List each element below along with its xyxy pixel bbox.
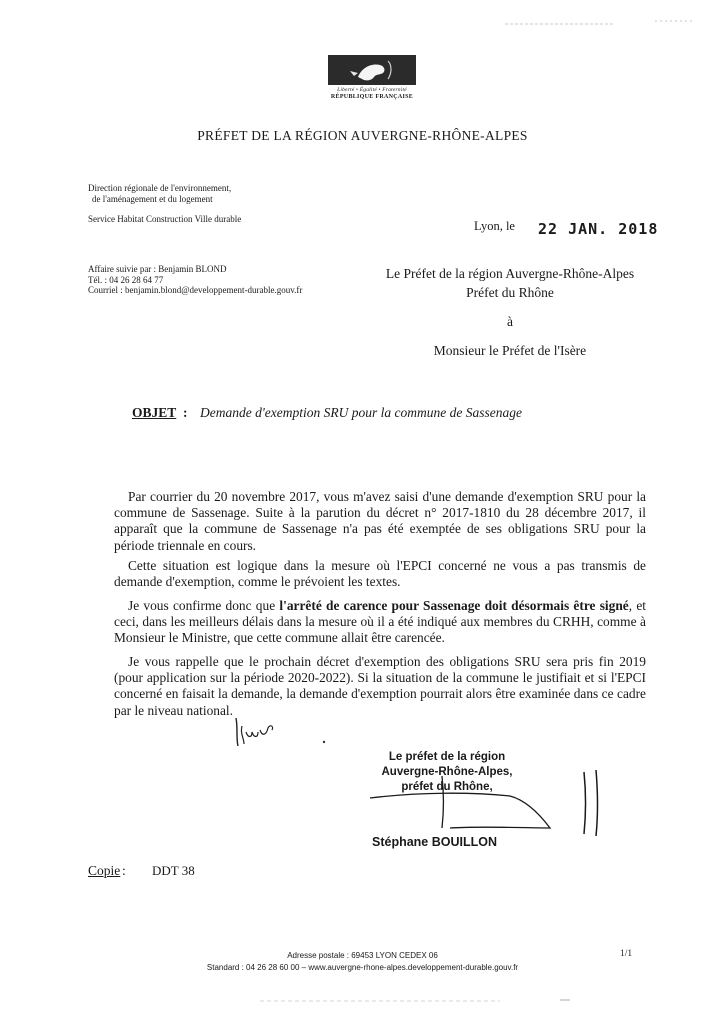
scan-artifact (505, 18, 705, 28)
footer-address: Adresse postale : 69453 LYON CEDEX 06 (287, 951, 438, 960)
paragraph-1: Par courrier du 20 novembre 2017, vous m'avez saisi d'une demande d'exemption SRU pour la commune de Sassenage. Suite à la parution du décret n° 2017-1810 du 28 décembre 2017, il apparaît que la commune de Sassenage n'a pas été exemptée de ses obligations SRU pour la période triennale en cours. (114, 489, 646, 553)
direction-line: Direction régionale de l'environnement, (88, 183, 232, 193)
contact-email: Courriel : benjamin.blond@developpement-durable.gouv.fr (88, 285, 303, 295)
sender-direction (88, 183, 231, 205)
date-place: Lyon, le (474, 219, 515, 233)
logo-republic: RÉPUBLIQUE FRANÇAISE (330, 94, 414, 100)
sender-service: Service Habitat Construction Ville durable (88, 214, 242, 224)
body-paragraph (114, 489, 646, 554)
handwritten-initials (232, 714, 332, 754)
signature-title: Le préfet de la région (388, 751, 506, 763)
paragraph-3-bold: l'arrêté de carence pour Sassenage doit désormais être signé (279, 598, 629, 613)
body-paragraph (114, 654, 646, 719)
marianne-logo (328, 55, 416, 107)
paragraph-3-start: Je vous confirme donc que (128, 598, 280, 613)
direction-line: de l'aménagement et du logement (92, 194, 213, 204)
paragraph-2: Cette situation est logique dans la mesure où l'EPCI concerné ne vous a pas transmis de demande d'exemption, comme le prévoient les textes. (114, 558, 646, 590)
a-word: à (507, 314, 513, 329)
copie-label: Copie (88, 863, 121, 878)
objet-text: Demande d'exemption SRU pour la commune de Sassenage (200, 405, 522, 420)
footer-standard: Standard : 04 26 28 60 00 – www.auvergne-rhone-alpes.developpement-durable.gouv.fr (206, 963, 519, 972)
contact-tel: Tél. : 04 26 28 64 77 (88, 274, 164, 285)
signature-title: préfet du Rhône, (401, 781, 493, 793)
handwritten-signature (360, 770, 620, 845)
page-number: 1/1 (620, 949, 633, 959)
from-line: Le Préfet de la région Auvergne-Rhône-Alpes (385, 266, 635, 281)
paragraph-4: Je vous rappelle que le prochain décret d'exemption des obligations SRU sera pris fin 2019 (pour application sur la période 2020-2022). Si la situation de la commune le justifiait et si l'EPCI concerné en faisait la demande, la demande d'exemption pourrait alors être examinée dans ce cadre par le niveau national. (114, 654, 646, 718)
body-paragraph (114, 598, 646, 647)
paragraph-3-end: , et ceci, dans les meilleurs délais dans la mesure où il a été indiqué aux membres du CRHH, comme à Monsieur le Ministre, que cette commune allait être carencée. (114, 598, 646, 646)
objet-label: OBJET (132, 405, 177, 420)
objet-colon: : (183, 405, 188, 420)
body-paragraph (114, 558, 646, 590)
date-stamp: 22 JAN. 2018 (538, 220, 659, 238)
signature-title: Auvergne-Rhône-Alpes, (381, 766, 513, 778)
copie-value: DDT 38 (152, 863, 195, 878)
contact-affaire: Affaire suivie par : Benjamin BLOND (88, 264, 227, 274)
logo-motto: Liberté • Égalité • Fraternité (337, 87, 407, 93)
marianne-emblem-icon (328, 55, 416, 85)
to-line: Monsieur le Préfet de l'Isère (433, 343, 587, 358)
from-line: Préfet du Rhône (466, 285, 554, 300)
contact-block (88, 264, 302, 296)
prefet-title: PRÉFET DE LA RÉGION AUVERGNE-RHÔNE-ALPES (197, 128, 528, 143)
copie-colon: : (122, 863, 126, 878)
signatory-name: Stéphane BOUILLON (372, 835, 498, 849)
paragraph-3 (114, 598, 646, 647)
scan-artifact (260, 995, 590, 1007)
